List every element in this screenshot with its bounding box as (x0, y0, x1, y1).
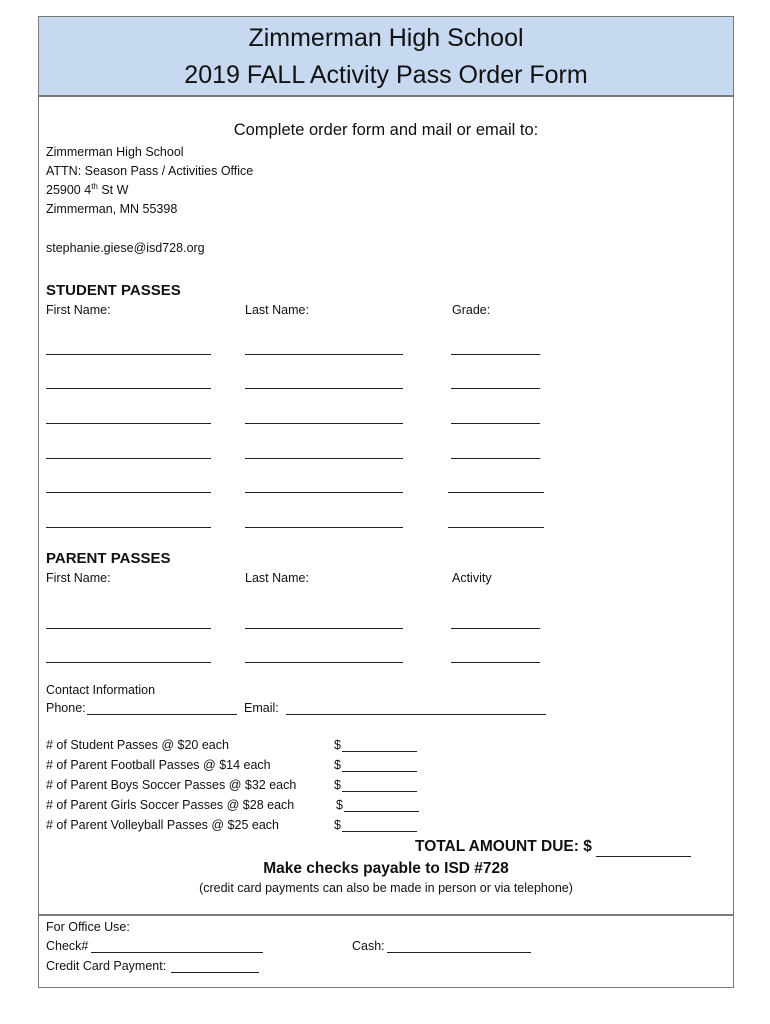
student-passes-heading: STUDENT PASSES (46, 282, 181, 299)
checks-payable-note: Make checks payable to ISD #728 (263, 860, 509, 877)
parent-activity-label: Activity (452, 571, 492, 585)
credit-card-payment-label: Credit Card Payment: (46, 959, 167, 973)
student-first-name-field[interactable] (46, 492, 211, 493)
student-grade-field[interactable] (451, 388, 540, 389)
fee-parent-football: # of Parent Football Passes @ $14 each (46, 758, 271, 772)
parent-first-name-field[interactable] (46, 662, 211, 663)
dollar-sign: $ (334, 778, 341, 792)
street-name: St W (97, 183, 129, 198)
parent-last-name-field[interactable] (245, 628, 403, 629)
amount-volleyball-field[interactable] (342, 831, 417, 832)
phone-label: Phone: (46, 701, 86, 715)
form-frame (38, 16, 734, 988)
parent-passes-heading: PARENT PASSES (46, 550, 171, 567)
amount-student-field[interactable] (342, 751, 417, 752)
check-number-field[interactable] (91, 952, 263, 953)
street-suffix: th (91, 182, 98, 191)
dollar-sign: $ (334, 758, 341, 772)
form-title: 2019 FALL Activity Pass Order Form (184, 61, 588, 89)
amount-boys-soccer-field[interactable] (342, 791, 417, 792)
check-number-label: Check# (46, 939, 89, 953)
student-first-name-field[interactable] (46, 458, 211, 459)
parent-activity-field[interactable] (451, 662, 540, 663)
student-grade-field[interactable] (448, 492, 544, 493)
credit-card-note: (credit card payments can also be made in person or via telephone) (199, 881, 573, 895)
fee-student: # of Student Passes @ $20 each (46, 738, 229, 752)
cash-field[interactable] (387, 952, 531, 953)
email-field[interactable] (286, 714, 546, 715)
form-header (39, 17, 733, 97)
amount-football-field[interactable] (342, 771, 417, 772)
parent-last-name-field[interactable] (245, 662, 403, 663)
total-amount-label: TOTAL AMOUNT DUE: $ (415, 838, 592, 855)
total-amount-field[interactable] (596, 856, 691, 857)
fee-parent-boys-soccer: # of Parent Boys Soccer Passes @ $32 each (46, 778, 297, 792)
parent-first-name-field[interactable] (46, 628, 211, 629)
dollar-sign: $ (334, 818, 341, 832)
student-grade-field[interactable] (451, 458, 540, 459)
student-last-name-field[interactable] (245, 492, 403, 493)
student-last-name-label: Last Name: (245, 303, 309, 317)
student-last-name-field[interactable] (245, 458, 403, 459)
fee-parent-volleyball: # of Parent Volleyball Passes @ $25 each (46, 818, 279, 832)
address-city: Zimmerman, MN 55398 (46, 202, 178, 216)
student-grade-label: Grade: (452, 303, 491, 317)
parent-last-name-label: Last Name: (245, 571, 309, 585)
credit-card-payment-field[interactable] (171, 972, 259, 973)
student-grade-field[interactable] (451, 423, 540, 424)
intro-text: Complete order form and mail or email to: (233, 121, 539, 139)
contact-email-address: stephanie.giese@isd728.org (46, 241, 205, 255)
student-grade-field[interactable] (448, 527, 544, 528)
street-number: 25900 4 (46, 183, 92, 198)
address-attn: ATTN: Season Pass / Activities Office (46, 164, 254, 178)
office-divider (39, 914, 733, 916)
parent-activity-field[interactable] (451, 628, 540, 629)
contact-info-heading: Contact Information (46, 683, 156, 697)
address-street (46, 182, 128, 197)
fee-parent-girls-soccer: # of Parent Girls Soccer Passes @ $28 each (46, 798, 295, 812)
student-first-name-field[interactable] (46, 388, 211, 389)
email-label: Email: (244, 701, 279, 715)
student-first-name-field[interactable] (46, 354, 211, 355)
student-first-name-label: First Name: (46, 303, 111, 317)
dollar-sign: $ (334, 738, 341, 752)
student-last-name-field[interactable] (245, 423, 403, 424)
school-title: Zimmerman High School (248, 24, 524, 52)
phone-field[interactable] (87, 714, 237, 715)
student-first-name-field[interactable] (46, 527, 211, 528)
office-use-heading: For Office Use: (46, 920, 130, 934)
student-last-name-field[interactable] (245, 354, 403, 355)
amount-girls-soccer-field[interactable] (344, 811, 419, 812)
dollar-sign: $ (336, 798, 343, 812)
student-first-name-field[interactable] (46, 423, 211, 424)
parent-first-name-label: First Name: (46, 571, 111, 585)
cash-label: Cash: (352, 939, 385, 953)
student-last-name-field[interactable] (245, 527, 403, 528)
student-last-name-field[interactable] (245, 388, 403, 389)
address-name: Zimmerman High School (46, 145, 184, 159)
student-grade-field[interactable] (451, 354, 540, 355)
